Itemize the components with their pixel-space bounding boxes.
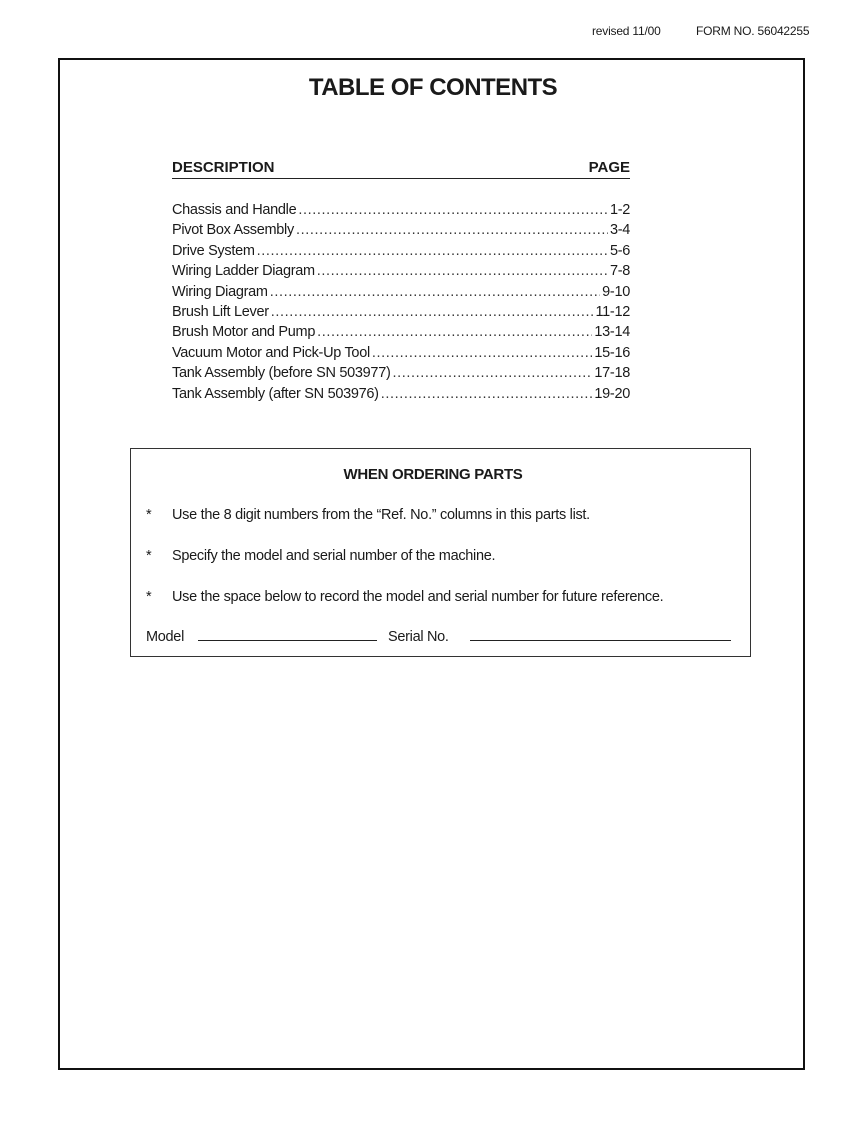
toc-entry-label: Wiring Ladder Diagram: [172, 263, 315, 280]
toc-entry-page: 9-10: [602, 283, 630, 300]
toc-entry-label: Brush Motor and Pump: [172, 324, 316, 341]
page-column-label: PAGE: [588, 159, 630, 176]
toc-column-header: [172, 158, 630, 179]
form-number: FORM NO. 56042255: [696, 24, 810, 38]
toc-entry-label: Vacuum Motor and Pick-Up Tool: [172, 344, 370, 361]
toc-entry: [172, 282, 630, 302]
ordering-bullet-text: Specify the model and serial number of the machine.: [172, 548, 496, 564]
toc-entry: [172, 241, 630, 261]
toc-entry: [172, 343, 630, 363]
dot-leader: [372, 343, 593, 363]
toc-entry: [172, 363, 630, 383]
dot-leader: [298, 200, 608, 220]
toc-entry-label: Wiring Diagram: [172, 283, 268, 300]
toc-entry-label: Drive System: [172, 242, 255, 259]
description-column-label: DESCRIPTION: [172, 159, 275, 176]
toc-entry-page: 5-6: [609, 242, 630, 259]
dot-leader: [381, 384, 593, 404]
dot-leader: [296, 220, 608, 240]
toc-entry: [172, 200, 630, 220]
toc-entry: [172, 322, 630, 342]
toc-entry-page: 15-16: [594, 344, 630, 361]
toc-entry-label: Tank Assembly (after SN 503976): [172, 385, 379, 402]
serial-number-label: Serial No.: [388, 629, 449, 645]
toc-entry: [172, 384, 630, 404]
toc-entry-label: Brush Lift Lever: [172, 303, 269, 320]
toc-entry-page: 1-2: [609, 202, 630, 218]
toc-entry-label: Pivot Box Assembly: [172, 222, 294, 239]
toc-entry: [172, 302, 630, 322]
dot-leader: [257, 241, 608, 261]
toc-entry-label: Tank Assembly (before SN 503977): [172, 365, 391, 382]
toc-entry-page: 13-14: [594, 324, 630, 341]
ordering-bullet-text: Use the space below to record the model and serial number for future reference.: [172, 589, 664, 605]
toc-entry-page: 11-12: [595, 303, 630, 320]
toc-entry: [172, 220, 630, 240]
ordering-bullet-text: Use the 8 digit numbers from the “Ref. No.” columns in this parts list.: [172, 507, 590, 523]
asterisk-bullet-icon: *: [146, 548, 152, 564]
toc-list: [172, 200, 630, 404]
dot-leader: [317, 261, 608, 281]
toc-entry-page: 7-8: [609, 263, 630, 280]
dot-leader: [317, 322, 592, 342]
dot-leader: [271, 302, 594, 322]
toc-entry: [172, 261, 630, 281]
toc-entry-label: Chassis and Handle: [172, 202, 297, 218]
page-title: TABLE OF CONTENTS: [308, 74, 558, 101]
ordering-parts-title: WHEN ORDERING PARTS: [343, 466, 523, 483]
asterisk-bullet-icon: *: [146, 507, 152, 523]
asterisk-bullet-icon: *: [146, 589, 152, 605]
serial-number-write-in-line: [470, 640, 731, 641]
revision-date: revised 11/00: [592, 24, 661, 38]
toc-entry-page: 17-18: [594, 365, 630, 382]
page-header: [0, 24, 866, 40]
dot-leader: [270, 282, 600, 302]
model-write-in-line: [198, 640, 377, 641]
dot-leader: [393, 363, 593, 383]
toc-entry-page: 19-20: [594, 385, 630, 402]
toc-entry-page: 3-4: [609, 222, 630, 239]
model-label: Model: [146, 629, 184, 645]
